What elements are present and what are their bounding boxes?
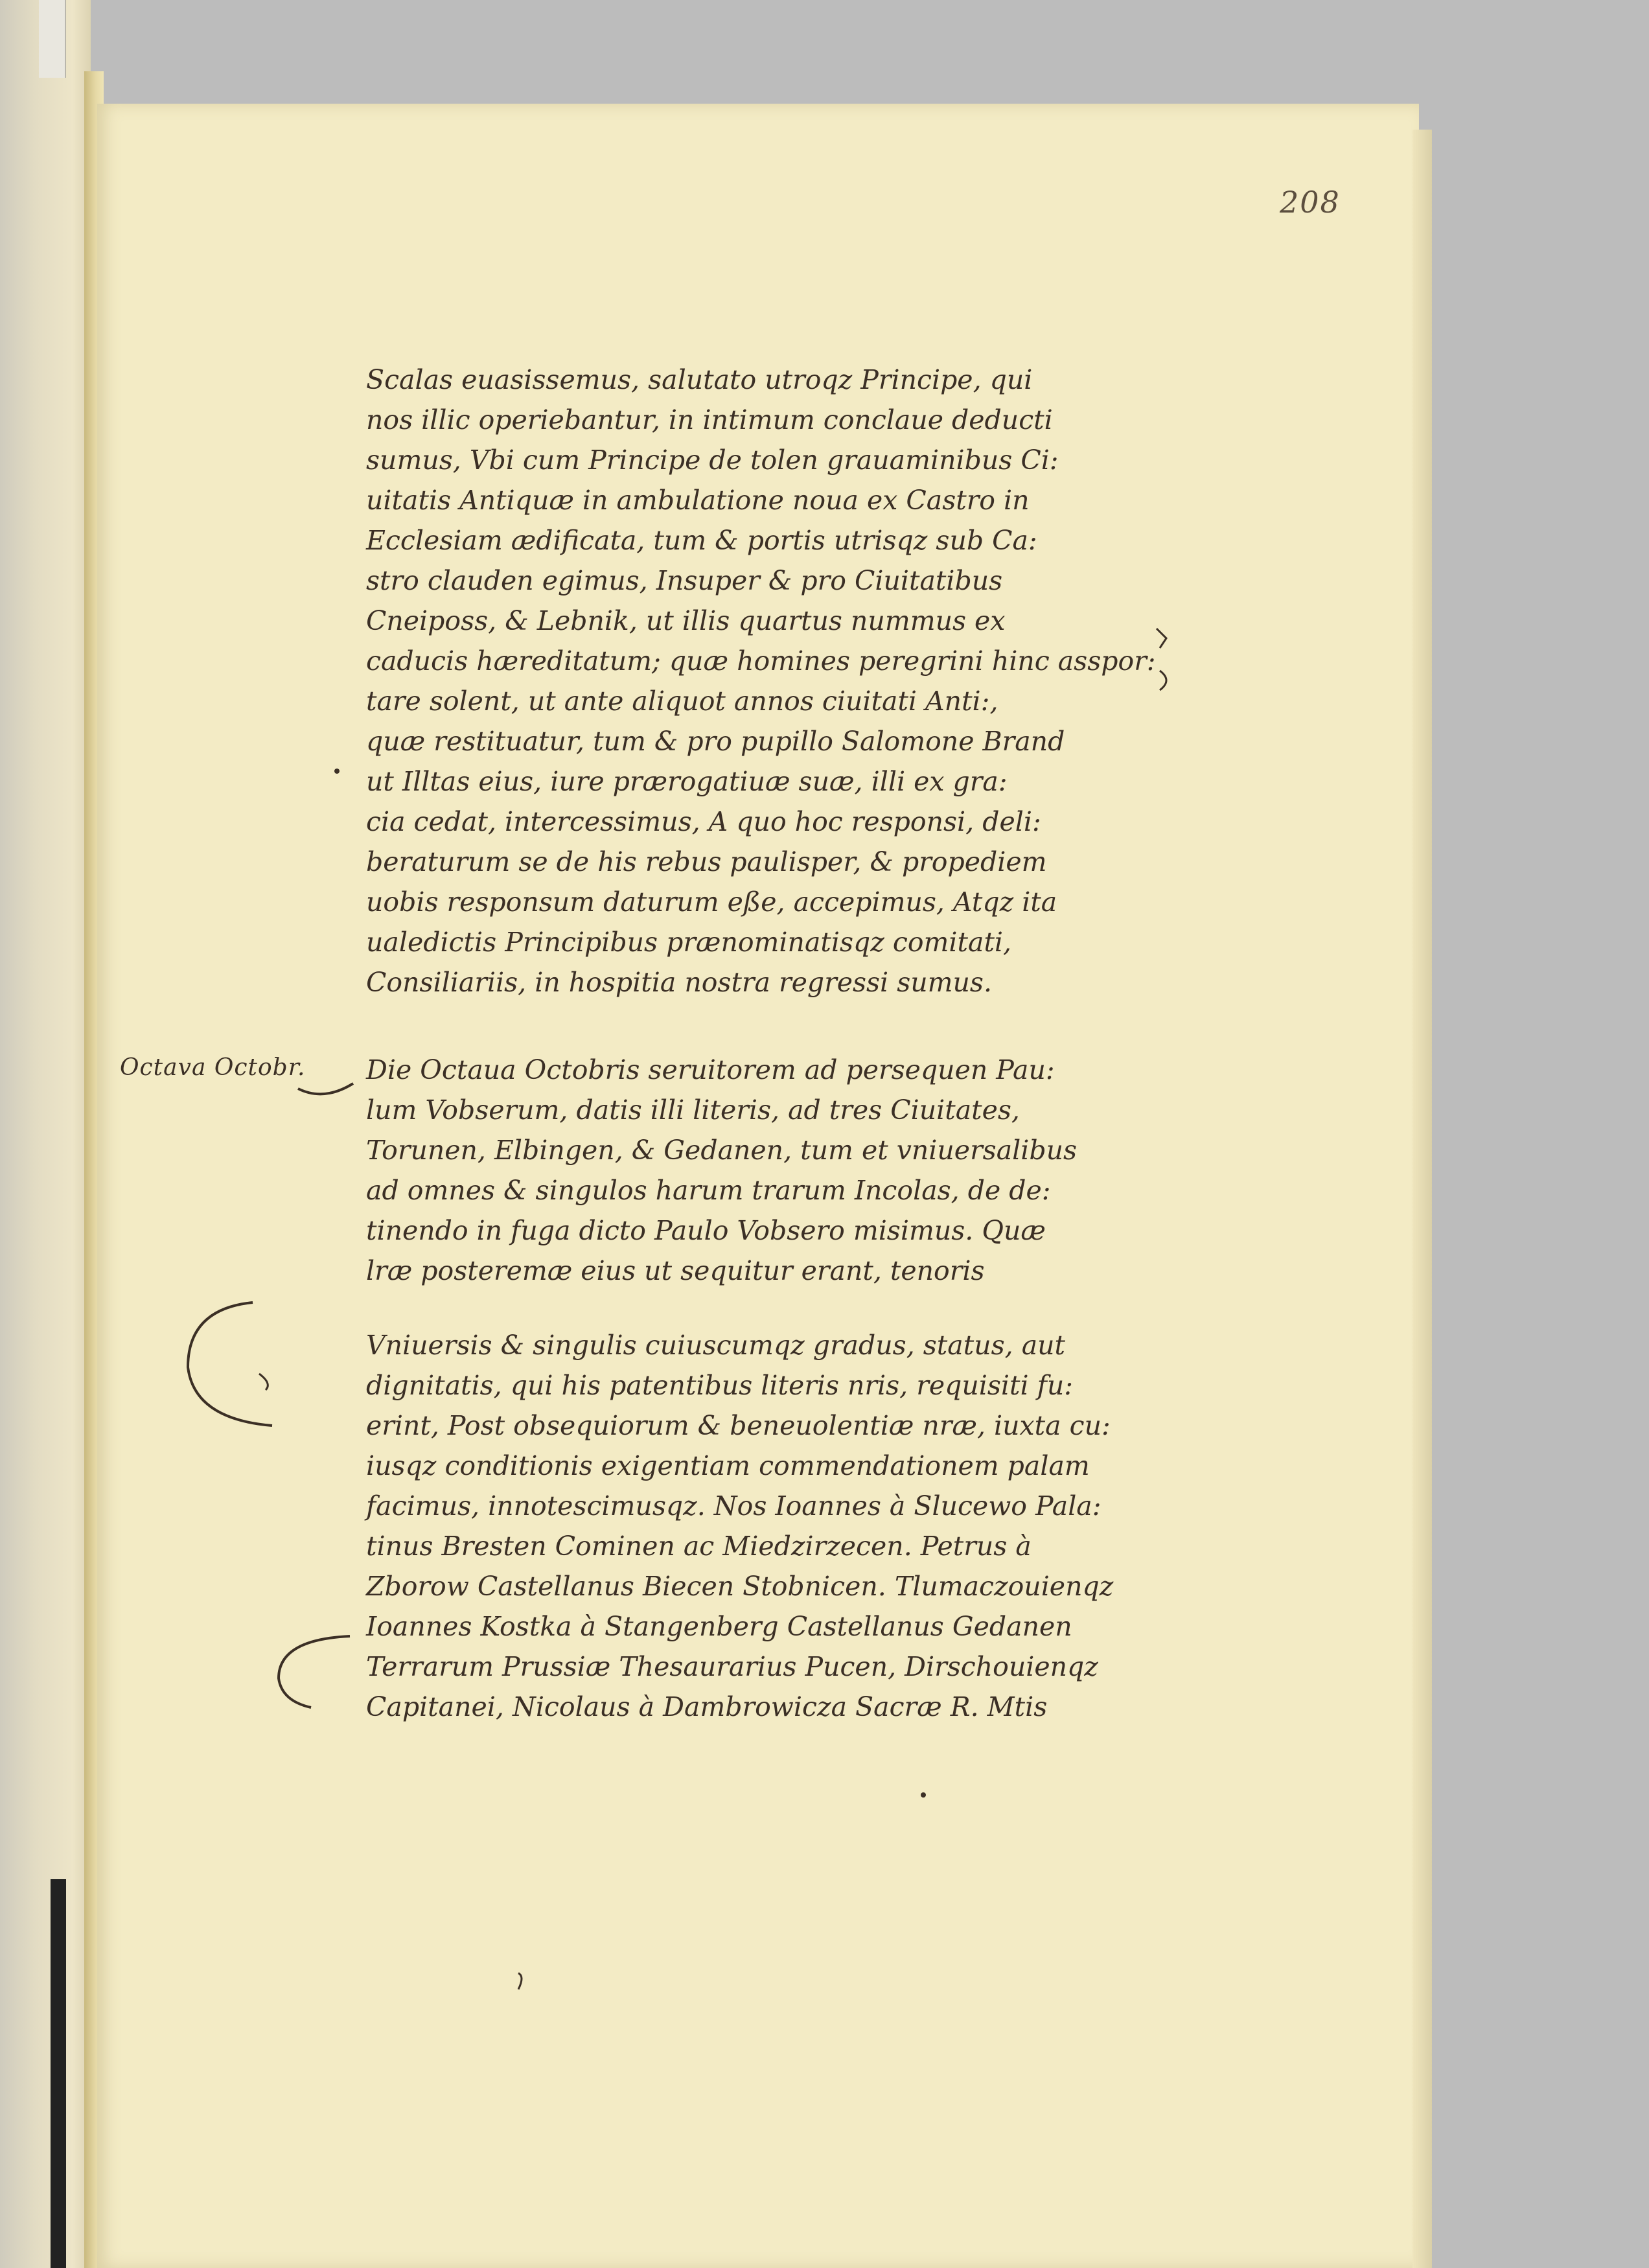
text-line: Torunen, Elbingen, & Gedanen, tum et vniuersalibus [366, 1135, 1078, 1166]
text-line: iusqz conditionis exigentiam commendationem palam [366, 1450, 1090, 1481]
stray-mark [518, 1973, 522, 1989]
text-line: caducis hæreditatum; quæ homines peregrini hinc asspor: [366, 645, 1156, 677]
text-line: Zborow Castellanus Biecen Stobnicen. Tlumaczouienqz [366, 1571, 1114, 1602]
margin-bracket-curve [188, 1302, 272, 1426]
text-line: quæ restituatur, tum & pro pupillo Salomone Brand [366, 726, 1065, 757]
text-line: ut Illtas eius, iure prærogatiuæ suæ, illi ex gra: [366, 766, 1008, 797]
text-line: uitatis Antiquæ in ambulatione noua ex Castro in [366, 485, 1030, 516]
lower-bracket-curve [279, 1636, 350, 1707]
folio-number: 208 [1280, 185, 1341, 220]
text-line: Die Octaua Octobris seruitorem ad persequen Pau: [366, 1054, 1055, 1085]
text-line: ad omnes & singulos harum trarum Incolas, de de: [366, 1175, 1051, 1206]
text-line: beraturum se de his rebus paulisper, & propediem [366, 846, 1047, 877]
text-line: lræ posteremæ eius ut sequitur erant, tenoris [366, 1255, 985, 1286]
caret-mark [1157, 629, 1166, 648]
text-line: sumus, Vbi cum Principe de tolen grauaminibus Ci: [366, 445, 1059, 476]
text-line: tare solent, ut ante aliquot annos ciuitati Anti:, [366, 686, 998, 717]
text-line: Ecclesiam ædificata, tum & portis utrisqz sub Ca: [366, 525, 1037, 556]
text-line: erint, Post obsequiorum & beneuolentiæ nræ, iuxta cu: [366, 1410, 1111, 1441]
text-line: nos illic operiebantur, in intimum conclaue deducti [366, 404, 1053, 435]
text-line: uobis responsum daturum eße, accepimus, Atqz ita [366, 886, 1057, 918]
text-line: ualedictis Principibus prænominatisqz comitati, [366, 927, 1012, 958]
text-line: facimus, innotescimusqz. Nos Ioannes à Slucewo Pala: [366, 1490, 1101, 1522]
margin-note-flourish [298, 1083, 353, 1094]
text-line: Capitanei, Nicolaus à Dambrowicza Sacræ R. Mtis [366, 1691, 1048, 1722]
text-line: Terrarum Prussiæ Thesaurarius Pucen, Dirschouienqz [366, 1651, 1098, 1682]
text-line: lum Vobserum, datis illi literis, ad tres Ciuitates, [366, 1094, 1020, 1126]
text-line: Scalas euasissemus, salutato utroqz Principe, qui [366, 364, 1033, 395]
text-line: dignitatis, qui his patentibus literis nris, requisiti fu: [366, 1370, 1074, 1401]
text-line: tinendo in fuga dicto Paulo Vobsero misimus. Quæ [366, 1215, 1046, 1246]
ink-dot [334, 769, 340, 774]
ink-dot [921, 1792, 926, 1798]
text-line: stro clauden egimus, Insuper & pro Ciuitatibus [366, 565, 1003, 596]
text-line: Consiliariis, in hospitia nostra regressi sumus. [366, 967, 993, 998]
text-line: cia cedat, intercessimus, A quo hoc responsi, deli: [366, 806, 1041, 837]
text-line: Cneiposs, & Lebnik, ut illis quartus nummus ex [366, 605, 1006, 636]
margin-bracket-curve [259, 1374, 268, 1390]
text-line: Vniuersis & singulis cuiuscumqz gradus, status, aut [366, 1330, 1066, 1361]
margin-note: Octava Octobr. [120, 1054, 306, 1081]
text-line: Ioannes Kostka à Stangenberg Castellanus Gedanen [366, 1611, 1072, 1642]
caret-mark [1160, 671, 1166, 690]
text-line: tinus Bresten Cominen ac Miedzirzecen. Petrus à [366, 1531, 1032, 1562]
